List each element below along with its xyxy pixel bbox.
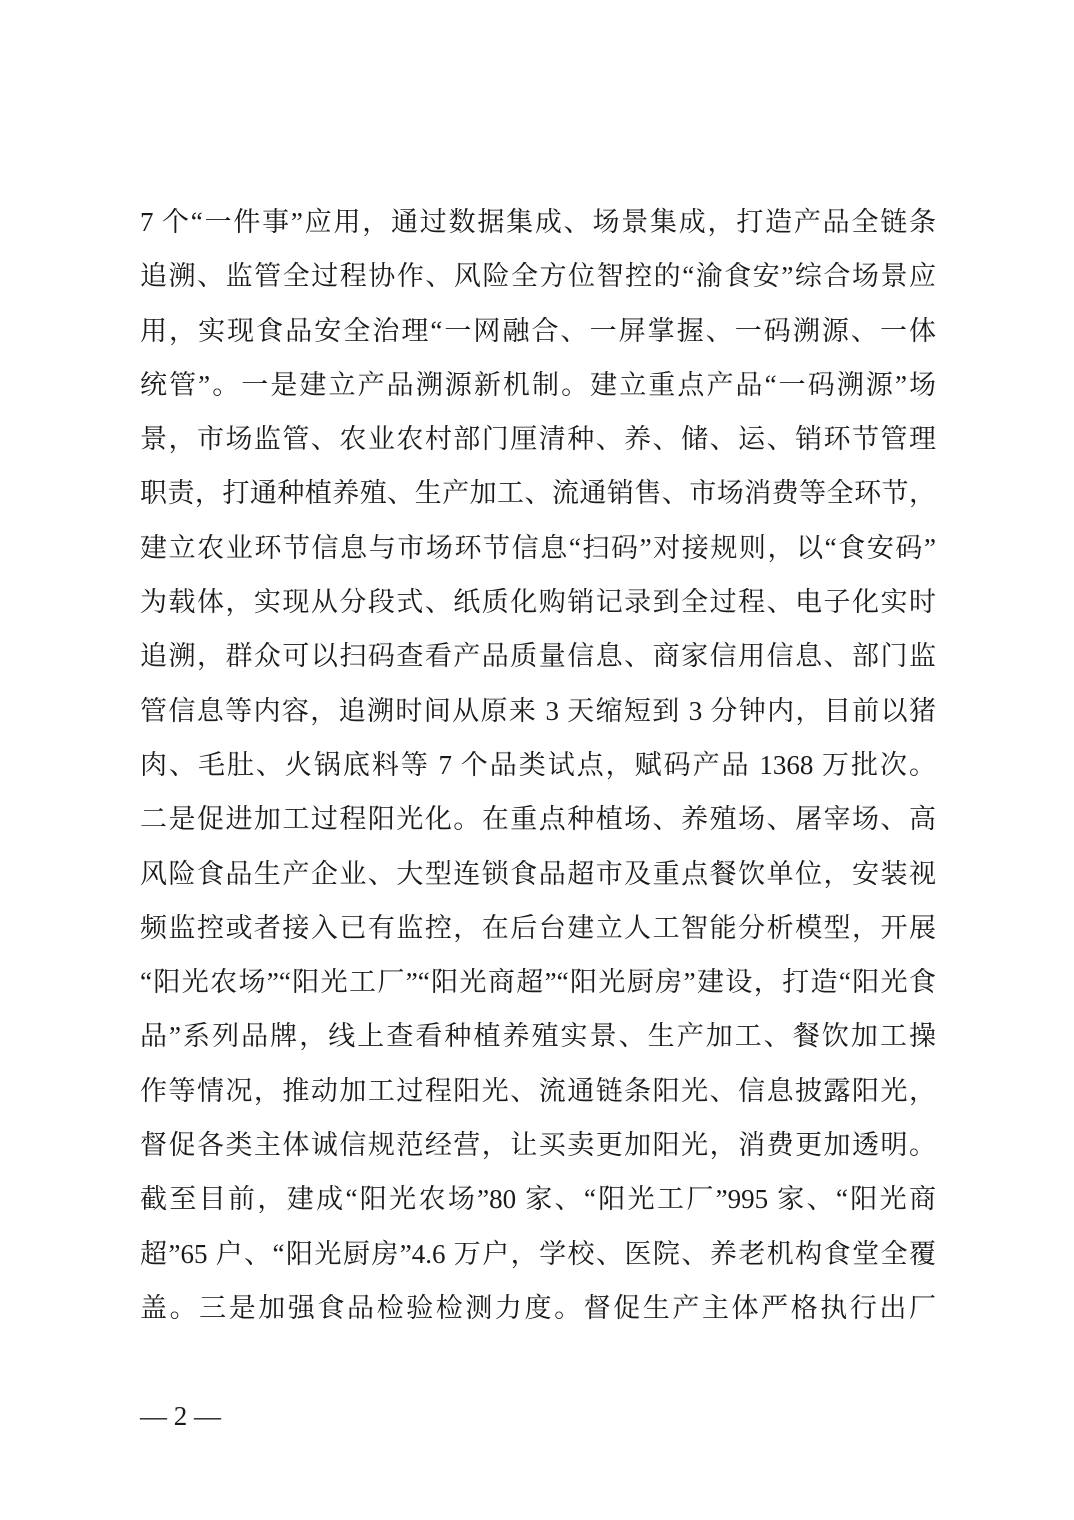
text-line: 用，实现食品安全治理“一网融合、一屏掌握、一码溯源、一体 bbox=[140, 315, 936, 346]
text-line: 作等情况，推动加工过程阳光、流通链条阳光、信息披露阳光， bbox=[140, 1075, 936, 1106]
text-line: 督促各类主体诚信规范经营，让买卖更加阳光，消费更加透明。 bbox=[140, 1130, 936, 1161]
text-line: 超”65 户、“阳光厨房”4.6 万户，学校、医院、养老机构食堂全覆 bbox=[140, 1238, 936, 1269]
text-line: 为载体，实现从分段式、纸质化购销记录到全过程、电子化实时 bbox=[140, 587, 936, 618]
text-line: 管信息等内容，追溯时间从原来 3 天缩短到 3 分钟内，目前以猪 bbox=[140, 695, 936, 726]
text-line: 景，市场监管、农业农村部门厘清种、养、储、运、销环节管理 bbox=[140, 424, 936, 455]
text-line: 二是促进加工过程阳光化。在重点种植场、养殖场、屠宰场、高 bbox=[140, 804, 936, 835]
text-line: 职责，打通种植养殖、生产加工、流通销售、市场消费等全环节， bbox=[140, 478, 936, 509]
text-line: 盖。三是加强食品检验检测力度。督促生产主体严格执行出厂 bbox=[140, 1292, 936, 1323]
page-number: — 2 — bbox=[140, 1401, 221, 1431]
text-line: 统管”。一是建立产品溯源新机制。建立重点产品“一码溯源”场 bbox=[140, 369, 936, 400]
text-line: 追溯、监管全过程协作、风险全方位智控的“渝食安”综合场景应 bbox=[140, 261, 936, 292]
text-line: 风险食品生产企业、大型连锁食品超市及重点餐饮单位，安装视 bbox=[140, 858, 936, 889]
text-line: 建立农业环节信息与市场环节信息“扫码”对接规则，以“食安码” bbox=[140, 532, 936, 563]
text-line: 肉、毛肚、火锅底料等 7 个品类试点，赋码产品 1368 万批次。 bbox=[140, 749, 936, 780]
body-text bbox=[140, 195, 936, 1335]
text-line: 截至目前，建成“阳光农场”80 家、“阳光工厂”995 家、“阳光商 bbox=[140, 1184, 936, 1215]
text-line: 频监控或者接入已有监控，在后台建立人工智能分析模型，开展 bbox=[140, 912, 936, 943]
text-line: 品”系列品牌，线上查看种植养殖实景、生产加工、餐饮加工操 bbox=[140, 1021, 936, 1052]
text-line: 7 个“一件事”应用，通过数据集成、场景集成，打造产品全链条 bbox=[140, 207, 936, 237]
text-line: 追溯，群众可以扫码查看产品质量信息、商家信用信息、部门监 bbox=[140, 641, 936, 672]
text-line: “阳光农场”“阳光工厂”“阳光商超”“阳光厨房”建设，打造“阳光食 bbox=[140, 967, 936, 998]
